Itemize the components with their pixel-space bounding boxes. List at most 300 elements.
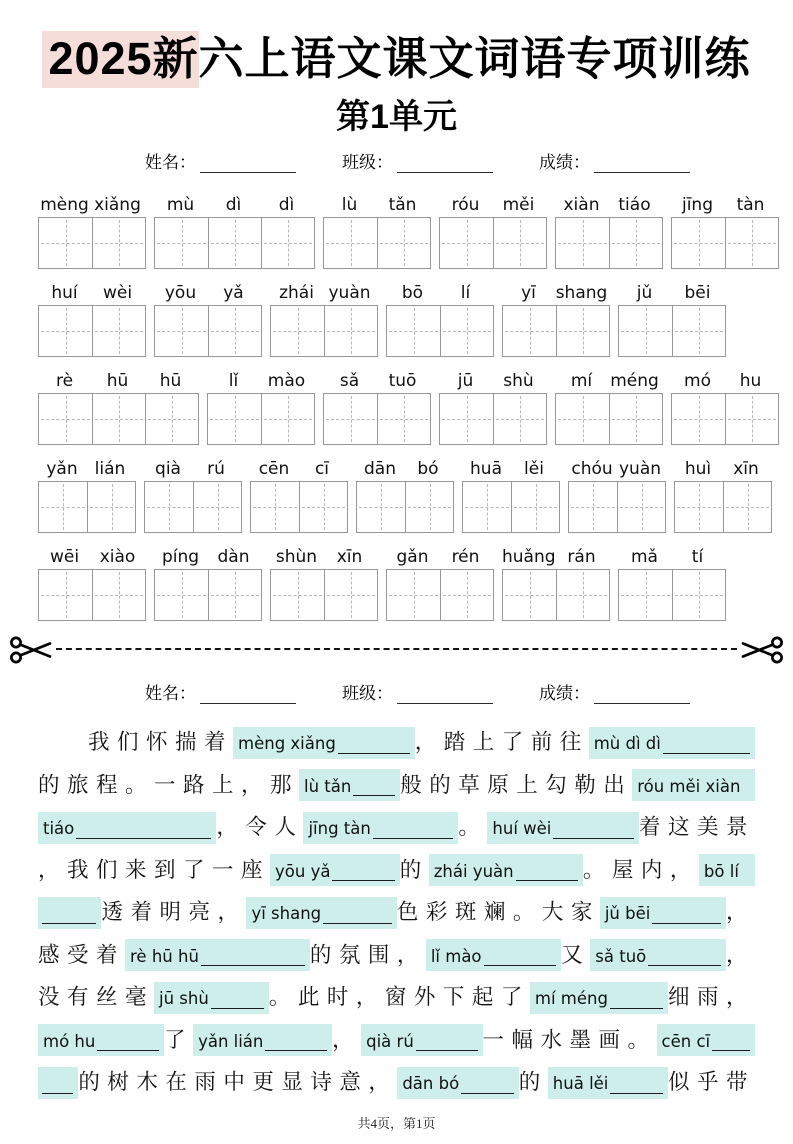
- passage-line: [38, 718, 755, 761]
- writing-cell[interactable]: [617, 482, 665, 532]
- answer-line: [652, 923, 721, 924]
- blank-pinyin-hint: yǎn lián: [198, 1031, 264, 1051]
- word-group: [618, 277, 726, 357]
- fill-in-blank[interactable]: [530, 982, 668, 1014]
- writing-cell[interactable]: [261, 394, 314, 444]
- blank-pinyin-hint: yī shang: [251, 904, 322, 923]
- blank-pinyin-hint: tiáo: [43, 819, 75, 838]
- blank-pinyin-hint: rè hū hū: [130, 946, 199, 966]
- writing-cell[interactable]: [39, 218, 92, 268]
- cloze-passage: [38, 718, 755, 1101]
- fill-in-blank[interactable]: [600, 897, 726, 929]
- blank-pinyin-hint: lǐ mào: [430, 946, 482, 966]
- writing-cell-group: [568, 481, 666, 533]
- passage-text: 的旅程。一路上，那: [38, 772, 300, 797]
- writing-cell[interactable]: [672, 218, 725, 268]
- class-input-line[interactable]: [397, 158, 493, 173]
- writing-cell[interactable]: [92, 394, 145, 444]
- writing-cell[interactable]: [405, 482, 453, 532]
- answer-line: [201, 965, 305, 966]
- pinyin-label-row: [356, 453, 454, 479]
- pinyin-syllable: yǎ: [223, 283, 244, 303]
- score-label: 成绩：: [539, 153, 590, 172]
- fill-in-blank[interactable]: [38, 1067, 78, 1099]
- writing-cell[interactable]: [619, 570, 672, 620]
- pinyin-syllable: sǎ: [339, 371, 360, 391]
- writing-cell[interactable]: [725, 218, 778, 268]
- score-field: [539, 148, 690, 173]
- answer-line: [76, 838, 211, 839]
- worksheet-page: [0, 22, 793, 1144]
- writing-cell[interactable]: [463, 482, 511, 532]
- pinyin-syllable: mèng: [40, 195, 89, 215]
- pinyin-syllable: xiào: [99, 547, 136, 567]
- passage-text: 一幅水墨画。: [482, 1027, 657, 1052]
- pinyin-syllable: xīn: [733, 459, 759, 479]
- fill-in-blank[interactable]: [487, 812, 639, 844]
- writing-cell[interactable]: [556, 570, 609, 620]
- writing-cell[interactable]: [357, 482, 405, 532]
- pinyin-syllable: mó: [684, 371, 711, 391]
- passage-text: 。屋内，: [582, 857, 699, 882]
- word-group: [555, 189, 663, 269]
- passage-text: ，我们来到了一座: [38, 857, 271, 882]
- answer-line: [516, 880, 578, 881]
- pinyin-syllable: xiàn: [563, 195, 600, 215]
- answer-line: [42, 923, 96, 924]
- writing-cell[interactable]: [503, 570, 556, 620]
- fill-in-blank[interactable]: [303, 812, 458, 844]
- pinyin-syllable: hū: [159, 371, 182, 391]
- pinyin-label-row: [154, 189, 315, 215]
- passage-text: 了: [164, 1027, 194, 1052]
- passage-text: 般的草原上勾勒出: [400, 772, 633, 797]
- answer-line: [663, 753, 750, 754]
- name-input-line[interactable]: [200, 158, 296, 173]
- fill-in-blank[interactable]: [299, 769, 400, 801]
- writing-cell[interactable]: [377, 218, 430, 268]
- pinyin-syllable: wèi: [102, 283, 133, 303]
- pinyin-syllable: yuàn: [328, 283, 371, 303]
- pinyin-syllable: lù: [341, 195, 358, 215]
- word-group: [154, 189, 315, 269]
- pinyin-label-row: [502, 277, 610, 303]
- word-group: [38, 541, 146, 621]
- pinyin-writing-grid: [38, 189, 793, 621]
- writing-cell[interactable]: [92, 218, 145, 268]
- writing-cell-group: [270, 569, 378, 621]
- pinyin-label-row: [618, 277, 726, 303]
- pinyin-syllable: huā: [470, 459, 502, 479]
- answer-line: [265, 1050, 327, 1051]
- passage-text: ，令人: [216, 815, 304, 839]
- pinyin-label-row: [270, 277, 378, 303]
- answer-line: [373, 838, 454, 839]
- word-group: [462, 453, 560, 533]
- fill-in-blank[interactable]: [125, 939, 310, 971]
- writing-cell[interactable]: [155, 306, 208, 356]
- writing-cell-group: [144, 481, 242, 533]
- pinyin-syllable: tuō: [388, 371, 417, 391]
- score-label: 成绩：: [539, 684, 590, 703]
- passage-line: [38, 761, 755, 804]
- answer-line: [42, 1093, 73, 1094]
- pinyin-label-row: [555, 365, 663, 391]
- pinyin-label-row: [154, 541, 262, 567]
- writing-cell[interactable]: [324, 218, 377, 268]
- blank-pinyin-hint: sǎ tuō: [595, 946, 647, 966]
- writing-cell[interactable]: [271, 570, 324, 620]
- word-group: [38, 277, 146, 357]
- answer-line: [323, 923, 392, 924]
- answer-line: [553, 838, 634, 839]
- blank-pinyin-hint: jǔ bēi: [604, 904, 651, 923]
- writing-cell[interactable]: [723, 482, 771, 532]
- pinyin-syllable: tàn: [736, 195, 765, 215]
- pinyin-syllable: bó: [417, 459, 439, 479]
- answer-line: [416, 1050, 478, 1051]
- writing-cell[interactable]: [87, 482, 135, 532]
- blank-pinyin-hint: mó hu: [43, 1031, 96, 1051]
- pinyin-syllable: cēn: [258, 459, 290, 479]
- pinyin-syllable: tǎn: [388, 195, 417, 215]
- pinyin-syllable: bēi: [684, 283, 711, 303]
- fill-in-blank[interactable]: [154, 982, 269, 1014]
- class-field: [342, 148, 493, 173]
- writing-cell[interactable]: [271, 306, 324, 356]
- writing-cell-group: [270, 305, 378, 357]
- fill-in-blank[interactable]: [38, 812, 216, 844]
- writing-cell[interactable]: [672, 306, 725, 356]
- writing-cell[interactable]: [208, 306, 261, 356]
- writing-cell[interactable]: [299, 482, 347, 532]
- writing-cell[interactable]: [145, 394, 198, 444]
- fill-in-blank[interactable]: [699, 854, 755, 886]
- writing-cell[interactable]: [493, 218, 546, 268]
- fill-in-blank[interactable]: [193, 1024, 332, 1056]
- pinyin-label-row: [38, 189, 146, 215]
- pinyin-syllable: xiǎng: [94, 195, 141, 215]
- writing-cell[interactable]: [208, 394, 261, 444]
- pinyin-syllable: lián: [94, 459, 126, 479]
- pinyin-label-row: [144, 453, 242, 479]
- writing-cell[interactable]: [261, 218, 314, 268]
- answer-line: [712, 1050, 750, 1051]
- title-rest: 六上语文课文词语专项训练: [198, 33, 751, 84]
- blank-pinyin-hint: lù tǎn: [304, 776, 352, 796]
- fill-in-blank[interactable]: [548, 1067, 668, 1099]
- passage-text: ，踏上了前往: [414, 730, 589, 754]
- writing-cell[interactable]: [556, 306, 609, 356]
- word-group: [38, 453, 136, 533]
- writing-cell-group: [462, 481, 560, 533]
- pinyin-label-row: [323, 365, 431, 391]
- writing-cell[interactable]: [324, 306, 377, 356]
- pinyin-syllable: shù: [503, 371, 534, 391]
- pinyin-syllable: gǎn: [396, 547, 429, 567]
- pinyin-syllable: shùn: [275, 547, 318, 567]
- pinyin-syllable: mǎ: [631, 547, 658, 567]
- writing-cell-group: [250, 481, 348, 533]
- class-input-line[interactable]: [397, 689, 493, 704]
- writing-cell-group: [555, 393, 663, 445]
- blank-pinyin-hint: cēn cī: [661, 1031, 711, 1051]
- pinyin-syllable: tiáo: [618, 195, 651, 215]
- writing-cell-group: [323, 393, 431, 445]
- answer-line: [648, 965, 721, 966]
- writing-cell[interactable]: [92, 306, 145, 356]
- pinyin-syllable: hū: [106, 371, 129, 391]
- scissors-icon: [738, 634, 784, 666]
- blank-pinyin-hint: dān bó: [402, 1074, 460, 1093]
- pinyin-syllable: yǎn: [46, 459, 78, 479]
- word-group: [323, 365, 431, 445]
- pinyin-label-row: [439, 365, 547, 391]
- pinyin-syllable: lěi: [524, 459, 544, 479]
- name-field: [145, 679, 296, 704]
- writing-cell-group: [154, 217, 315, 269]
- word-group: [674, 453, 772, 533]
- writing-cell-group: [618, 305, 726, 357]
- writing-cell[interactable]: [145, 482, 193, 532]
- writing-cell-group: [323, 217, 431, 269]
- pinyin-syllable: dàn: [217, 547, 250, 567]
- word-group: [270, 277, 378, 357]
- writing-cell[interactable]: [440, 218, 493, 268]
- blank-pinyin-hint: zhái yuàn: [433, 861, 514, 881]
- passage-text: 细雨，: [668, 985, 756, 1009]
- pinyin-label-row: [38, 541, 146, 567]
- blank-pinyin-hint: qià rú: [366, 1031, 414, 1051]
- writing-cell[interactable]: [39, 570, 92, 620]
- writing-cell[interactable]: [556, 394, 609, 444]
- word-group: [207, 365, 315, 445]
- writing-cell[interactable]: [511, 482, 559, 532]
- word-group: [323, 189, 431, 269]
- pinyin-grid-row: [38, 453, 793, 533]
- fill-in-blank[interactable]: [397, 1067, 518, 1099]
- word-group: [502, 541, 610, 621]
- passage-line: [38, 888, 755, 931]
- pinyin-label-row: [154, 277, 262, 303]
- blank-pinyin-hint: róu měi xiàn: [637, 776, 741, 796]
- pinyin-label-row: [502, 541, 610, 567]
- passage-text: 着这美景: [638, 815, 755, 839]
- fill-in-blank[interactable]: [657, 1024, 756, 1056]
- score-field: [539, 679, 690, 704]
- writing-cell[interactable]: [193, 482, 241, 532]
- writing-cell[interactable]: [39, 482, 87, 532]
- pinyin-label-row: [386, 277, 494, 303]
- writing-cell-group: [38, 569, 146, 621]
- writing-cell[interactable]: [503, 306, 556, 356]
- writing-cell[interactable]: [208, 218, 261, 268]
- writing-cell[interactable]: [251, 482, 299, 532]
- writing-cell[interactable]: [440, 570, 493, 620]
- writing-cell[interactable]: [675, 482, 723, 532]
- word-group: [270, 541, 378, 621]
- fill-in-blank[interactable]: [429, 854, 583, 886]
- passage-text: ，: [332, 1027, 362, 1052]
- writing-cell-group: [386, 305, 494, 357]
- word-group: [555, 365, 663, 445]
- writing-cell[interactable]: [725, 394, 778, 444]
- writing-cell[interactable]: [155, 570, 208, 620]
- writing-cell[interactable]: [493, 394, 546, 444]
- word-group: [439, 365, 547, 445]
- writing-cell[interactable]: [324, 394, 377, 444]
- pinyin-syllable: mí: [570, 371, 593, 391]
- writing-cell-group: [671, 217, 779, 269]
- pinyin-syllable: jǔ: [636, 283, 653, 303]
- name-field: [145, 148, 296, 173]
- score-input-line[interactable]: [594, 158, 690, 173]
- blank-pinyin-hint: huí wèi: [492, 819, 552, 838]
- cut-line: [0, 633, 793, 669]
- pinyin-syllable: mào: [267, 371, 306, 391]
- writing-cell[interactable]: [672, 570, 725, 620]
- writing-cell-group: [439, 217, 547, 269]
- writing-cell-group: [154, 569, 262, 621]
- writing-cell[interactable]: [609, 394, 662, 444]
- cut-dashed-line: [56, 648, 737, 650]
- writing-cell[interactable]: [39, 394, 92, 444]
- pinyin-label-row: [618, 541, 726, 567]
- pinyin-syllable: dì: [225, 195, 242, 215]
- unit-subtitle: 第1单元: [336, 98, 457, 136]
- writing-cell[interactable]: [619, 306, 672, 356]
- pinyin-syllable: yuàn: [618, 459, 662, 479]
- pinyin-label-row: [38, 277, 146, 303]
- fill-in-blank[interactable]: [361, 1024, 482, 1056]
- passage-text: 的: [518, 1070, 548, 1094]
- writing-cell[interactable]: [609, 218, 662, 268]
- passage-text: 的: [399, 857, 429, 882]
- pinyin-label-row: [439, 189, 547, 215]
- writing-cell[interactable]: [39, 306, 92, 356]
- pinyin-syllable: píng: [161, 547, 200, 567]
- pinyin-syllable: lǐ: [228, 371, 239, 391]
- writing-cell-group: [502, 569, 610, 621]
- writing-cell[interactable]: [377, 394, 430, 444]
- writing-cell-group: [38, 217, 146, 269]
- writing-cell[interactable]: [92, 570, 145, 620]
- passage-text: 。: [458, 815, 488, 839]
- word-group: [250, 453, 348, 533]
- pinyin-syllable: jū: [457, 371, 474, 391]
- score-input-line[interactable]: [594, 689, 690, 704]
- pinyin-grid-row: [38, 365, 793, 445]
- answer-line: [211, 1008, 264, 1009]
- pinyin-label-row: [568, 453, 666, 479]
- pinyin-syllable: shang: [555, 283, 608, 303]
- word-group: [356, 453, 454, 533]
- writing-cell-group: [38, 393, 199, 445]
- writing-cell[interactable]: [387, 306, 440, 356]
- pinyin-syllable: jīng: [681, 195, 713, 215]
- answer-line: [610, 1093, 663, 1094]
- pinyin-syllable: rè: [55, 371, 74, 391]
- writing-cell[interactable]: [155, 218, 208, 268]
- pinyin-syllable: rán: [567, 547, 596, 567]
- blank-pinyin-hint: jū shù: [159, 989, 209, 1008]
- writing-cell[interactable]: [324, 570, 377, 620]
- writing-cell-group: [154, 305, 262, 357]
- fill-in-blank[interactable]: [426, 939, 561, 971]
- fill-in-blank[interactable]: [38, 1024, 164, 1056]
- writing-cell[interactable]: [387, 570, 440, 620]
- fill-in-blank[interactable]: [233, 727, 415, 759]
- pinyin-grid-row: [38, 541, 793, 621]
- word-group: [154, 541, 262, 621]
- pinyin-syllable: hu: [739, 371, 762, 391]
- passage-line: [38, 1016, 755, 1059]
- writing-cell[interactable]: [208, 570, 261, 620]
- pinyin-label-row: [270, 541, 378, 567]
- blank-pinyin-hint: bō lí: [703, 861, 739, 881]
- answer-line: [484, 965, 557, 966]
- pinyin-syllable: lí: [460, 283, 471, 303]
- writing-cell-group: [502, 305, 610, 357]
- fill-in-blank[interactable]: [632, 769, 755, 801]
- name-form-top: [145, 148, 793, 173]
- word-group: [671, 365, 779, 445]
- writing-cell[interactable]: [672, 394, 725, 444]
- writing-cell[interactable]: [569, 482, 617, 532]
- passage-text: 没有丝毫: [38, 985, 155, 1009]
- pinyin-syllable: huǎng: [502, 547, 556, 567]
- pinyin-syllable: dì: [278, 195, 295, 215]
- fill-in-blank[interactable]: [38, 897, 101, 929]
- writing-cell-group: [386, 569, 494, 621]
- pinyin-grid-row: [38, 189, 793, 269]
- class-label: 班级：: [342, 684, 393, 703]
- class-field: [342, 679, 493, 704]
- pinyin-label-row: [38, 453, 136, 479]
- word-group: [439, 189, 547, 269]
- fill-in-blank[interactable]: [589, 727, 755, 759]
- writing-cell[interactable]: [440, 394, 493, 444]
- pinyin-label-row: [555, 189, 663, 215]
- pinyin-syllable: qià: [155, 459, 181, 479]
- passage-line: [38, 973, 755, 1016]
- pinyin-syllable: rén: [451, 547, 480, 567]
- answer-line: [461, 1093, 514, 1094]
- fill-in-blank[interactable]: [270, 854, 400, 886]
- pinyin-label-row: [207, 365, 315, 391]
- writing-cell[interactable]: [556, 218, 609, 268]
- writing-cell[interactable]: [440, 306, 493, 356]
- passage-text: 色彩斑斓。大家: [396, 900, 600, 924]
- pinyin-syllable: róu: [451, 195, 480, 215]
- answer-line: [332, 880, 394, 881]
- fill-in-blank[interactable]: [590, 939, 726, 971]
- name-label: 姓名：: [145, 684, 196, 703]
- writing-cell-group: [38, 305, 146, 357]
- pinyin-syllable: dān: [364, 459, 396, 479]
- blank-pinyin-hint: jīng tàn: [308, 819, 371, 838]
- name-input-line[interactable]: [200, 689, 296, 704]
- word-group: [671, 189, 779, 269]
- passage-line: [38, 931, 755, 974]
- word-group: [154, 277, 262, 357]
- pinyin-syllable: yōu: [164, 283, 197, 303]
- fill-in-blank[interactable]: [246, 897, 396, 929]
- writing-cell-group: [618, 569, 726, 621]
- pinyin-syllable: zhái: [279, 283, 314, 303]
- word-group: [386, 277, 494, 357]
- pinyin-label-row: [674, 453, 772, 479]
